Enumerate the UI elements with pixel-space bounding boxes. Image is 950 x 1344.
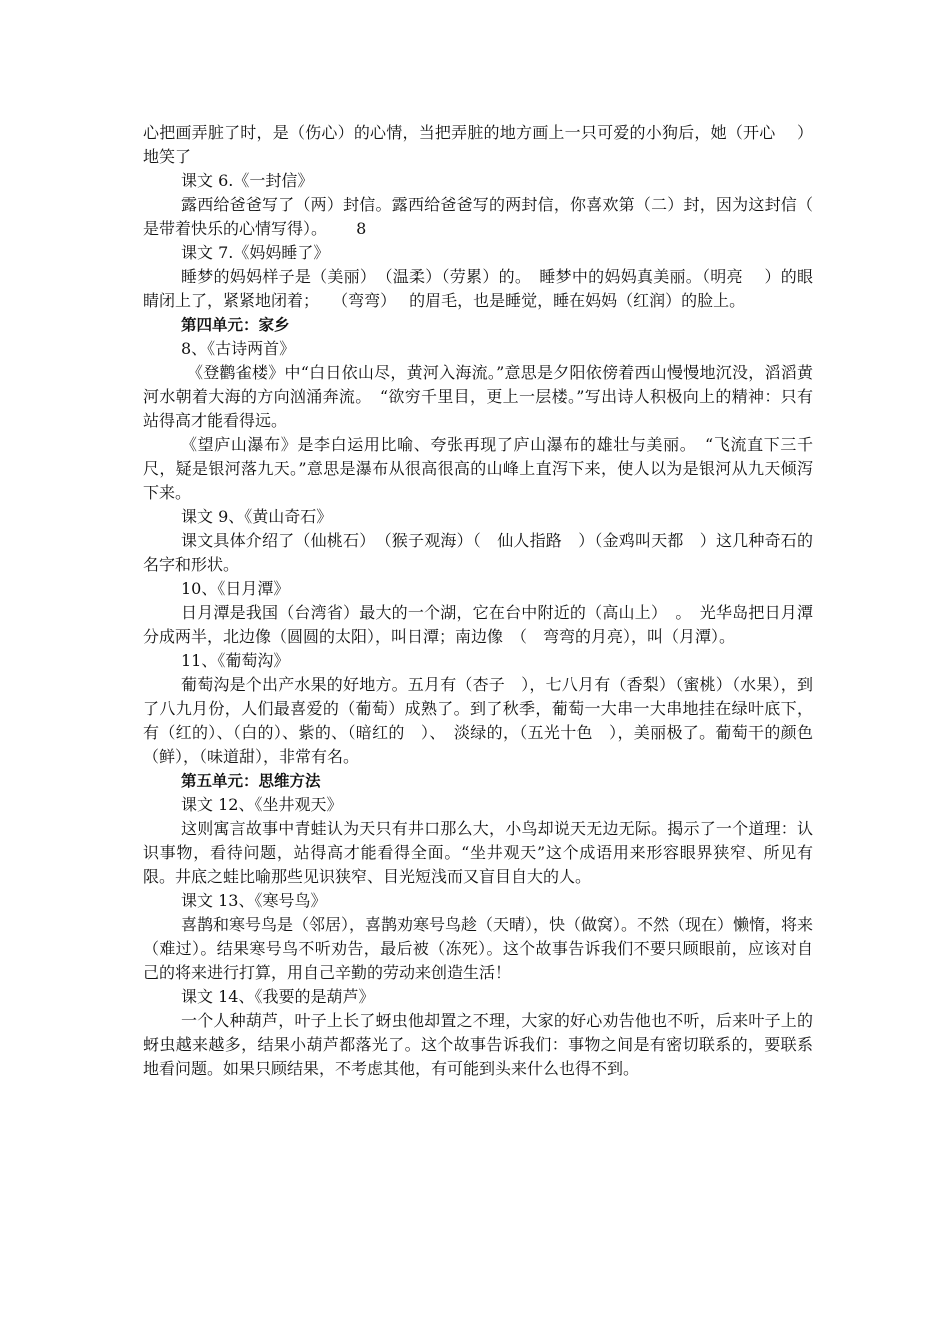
paragraph: 课文具体介绍了（仙桃石） （猴子观海）（ 仙人指路 ）（金鸡叫天都 ）这几种奇石的名字和形状。 (143, 531, 813, 574)
paragraph: 露西给爸爸写了（两）封信。露西给爸爸写的两封信，你喜欢第（二）封，因为这封信（ 是带着快乐的心情写得）。 8 (143, 195, 835, 238)
lesson-heading: 课文 13、《寒号鸟》 (181, 891, 327, 910)
unit-heading: 第四单元：家乡 (181, 316, 290, 334)
paragraph: 《登鹳雀楼》中“白日依山尽，黄河入海流。”意思是夕阳依傍着西山慢慢地沉没，滔滔黄河水朝着大海的方向汹涌奔流。 “欲穷千里目，更上一层楼。”写出诗人积极向上的精神：只有站得高才能看得远。 (143, 363, 813, 430)
unit-heading: 第五单元：思维方法 (181, 772, 321, 790)
paragraph: 睡梦的妈妈样子是（美丽） （温柔）（劳累）的。 睡梦中的妈妈真美丽。（明亮 ）的眼睛闭上了，紧紧地闭着； （弯弯） 的眉毛，也是睡觉，睡在妈妈（红润）的脸上。 (143, 267, 813, 310)
lesson-heading: 8、《古诗两首》 (181, 339, 296, 358)
paragraph: 《望庐山瀑布》是李白运用比喻、夸张再现了庐山瀑布的雄壮与美丽。 “飞流直下三千尺，疑是银河落九天。”意思是瀑布从很高很高的山峰上直泻下来，使人以为是银河从九天倾泻下来。 (143, 435, 813, 502)
lesson-heading: 10、《日月潭》 (181, 579, 290, 598)
paragraph: 喜鹊和寒号鸟是（邻居），喜鹊劝寒号鸟趁（天晴），快（做窝）。不然（现在）懒惰，将来（难过）。结果寒号鸟不听劝告，最后被（冻死）。这个故事告诉我们不要只顾眼前，应该对自己的将来进行打算，用自己辛勤的劳动来创造生活！ (143, 915, 814, 982)
document-page (143, 121, 835, 1081)
lesson-heading: 11、《葡萄沟》 (181, 651, 290, 670)
paragraph: 日月潭是我国（台湾省）最大的一个湖，它在台中附近的（高山上） 。 光华岛把日月潭分成两半，北边像（圆圆的太阳），叫日潭；南边像 （ 弯弯的月亮），叫（月潭）。 (143, 603, 813, 646)
lesson-heading: 课文 7.《妈妈睡了》 (181, 243, 330, 262)
lesson-heading: 课文 14、《我要的是葫芦》 (181, 987, 375, 1006)
lesson-heading: 课文 12、《坐井观天》 (181, 795, 343, 814)
lesson-heading: 课文 6.《一封信》 (181, 171, 314, 190)
paragraph: 心把画弄脏了时，是（伤心）的心情，当把弄脏的地方画上一只可爱的小狗后，她（开心 ）地笑了 (143, 123, 813, 166)
paragraph: 一个人种葫芦，叶子上长了蚜虫他却置之不理，大家的好心劝告他也不听，后来叶子上的蚜虫越来越多，结果小葫芦都落光了。这个故事告诉我们：事物之间是有密切联系的，要联系地看问题。如果只顾结果，不考虑其他，有可能到头来什么也得不到。 (143, 1011, 813, 1078)
paragraph: 这则寓言故事中青蛙认为天只有井口那么大，小鸟却说天无边无际。揭示了一个道理：认识事物，看待问题，站得高才能看得全面。“坐井观天”这个成语用来形容眼界狭窄、所见有限。井底之蛙比喻那些见识狭窄、目光短浅而又盲目自大的人。 (143, 819, 813, 886)
paragraph: 葡萄沟是个出产水果的好地方。五月有（杏子 ），七八月有（香梨）（蜜桃）（水果），到了八九月份，人们最喜爱的（葡萄）成熟了。到了秋季，葡萄一大串一大串地挂在绿叶底下，有（红的）、（白的）、紫的、（暗红的 ）、 淡绿的，（五光十色 ），美丽极了。葡萄干的颜色（鲜），（味道甜），非常有名。 (143, 675, 813, 766)
lesson-heading: 课文 9、《黄山奇石》 (181, 507, 333, 526)
